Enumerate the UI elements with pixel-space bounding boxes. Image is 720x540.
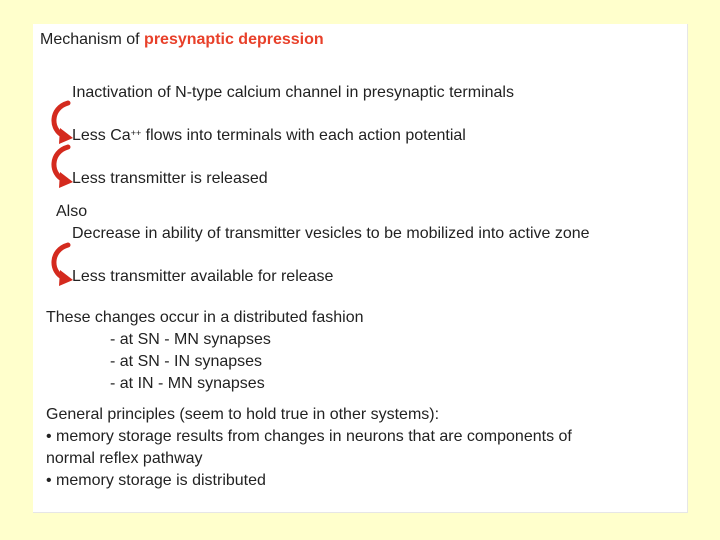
slide-title xyxy=(40,30,324,50)
curved-red-arrow-icon xyxy=(46,242,74,290)
distributed-item: - at SN - IN synapses xyxy=(110,353,263,370)
chain1-step2-before: Less Ca xyxy=(72,127,131,144)
chain1-step2 xyxy=(72,126,466,146)
curved-red-arrow-icon xyxy=(46,100,74,148)
principles-bullet1-line2: normal reflex pathway xyxy=(46,450,203,467)
title-highlight: presynaptic depression xyxy=(144,31,324,48)
principles-heading: General principles (seem to hold true in other systems): xyxy=(46,406,440,423)
distributed-item: - at IN - MN synapses xyxy=(110,375,265,392)
chain1-step2-after: flows into terminals with each action potential xyxy=(141,127,466,144)
chain1-step3: Less transmitter is released xyxy=(72,170,268,187)
principles-bullet2: • memory storage is distributed xyxy=(46,472,266,489)
distributed-item: - at SN - MN synapses xyxy=(110,331,271,348)
slide-content xyxy=(33,24,688,513)
chain2-step1: Decrease in ability of transmitter vesicles to be mobilized into active zone xyxy=(72,225,590,242)
chain2-step2: Less transmitter available for release xyxy=(72,268,334,285)
also-label: Also xyxy=(56,203,88,220)
title-prefix: Mechanism of xyxy=(40,31,145,48)
chain1-step2-sup: ++ xyxy=(130,128,142,138)
chain1-step1: Inactivation of N-type calcium channel in presynaptic terminals xyxy=(72,84,514,101)
distributed-heading: These changes occur in a distributed fashion xyxy=(46,309,364,326)
principles-bullet1-line1: • memory storage results from changes in neurons that are components of xyxy=(46,428,572,445)
curved-red-arrow-icon xyxy=(46,144,74,192)
